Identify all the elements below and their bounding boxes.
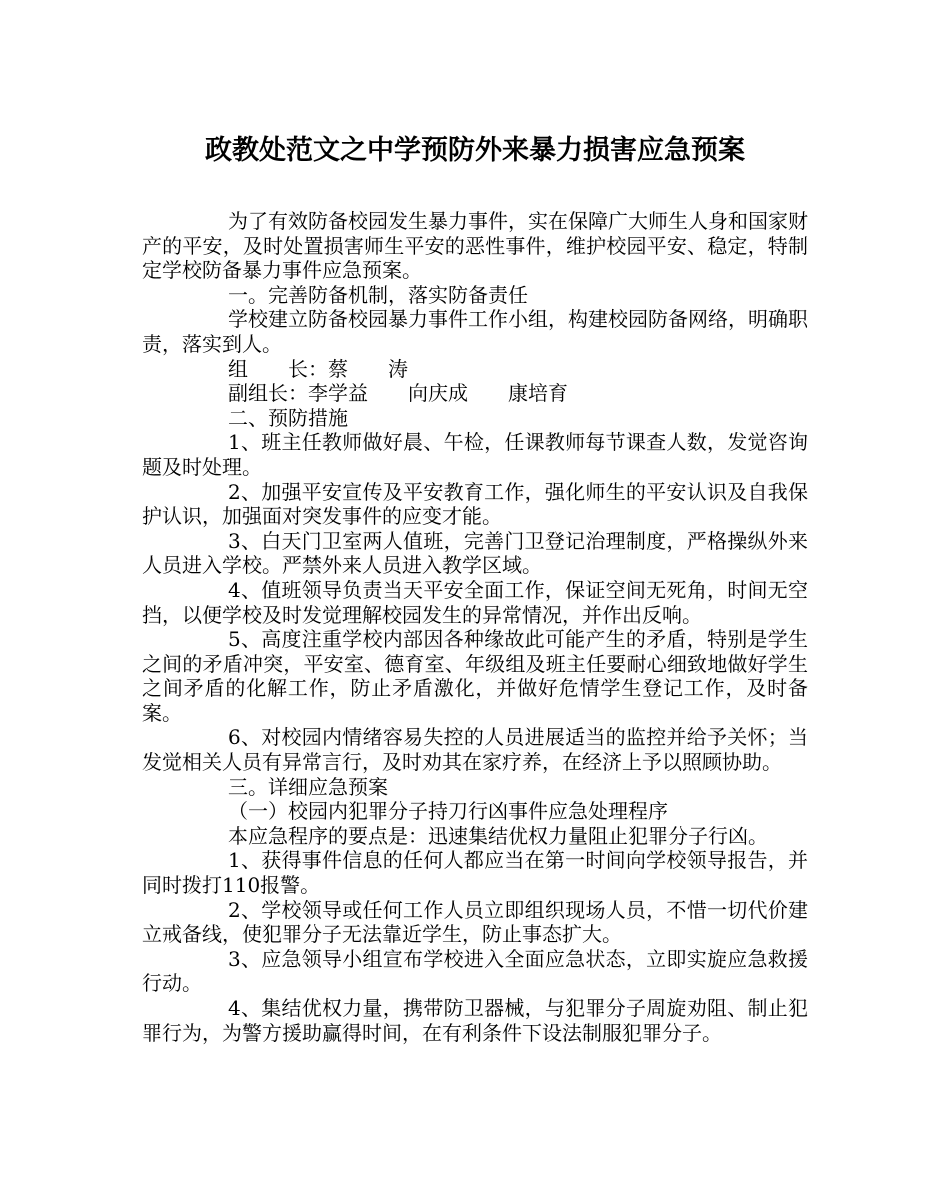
procedure-step-1: 1、获得事件信息的任何人都应当在第一时间向学校领导报告，并同时拨打110报警。 [142, 848, 808, 898]
paragraph-intro: 为了有效防备校园发生暴力事件，实在保障广大师生人身和国家财产的平安，及时处置损害师生平安的恶性事件，维护校园平安、稳定，特制定学校防备暴力事件应急预案。 [142, 209, 808, 283]
subsection-heading-1: （一）校园内犯罪分子持刀行凶事件应急处理程序 [228, 799, 668, 824]
measure-item-4: 4、值班领导负责当天平安全面工作，保证空间无死角，时间无空挡，以便学校及时发觉理解校园发生的异常情况，并作出反响。 [142, 577, 808, 627]
measure-item-2: 2、加强平安宣传及平安教育工作，强化师生的平安认识及自我保护认识，加强面对突发事件的应变才能。 [142, 479, 808, 529]
document-title: 政教处范文之中学预防外来暴力损害应急预案 [205, 135, 745, 166]
deputy-leader-line: 副组长：李学益 向庆成 康培育 [228, 381, 568, 406]
section-heading-3: 三。详细应急预案 [228, 774, 388, 799]
procedure-key-point: 本应急程序的要点是：迅速集结优权力量阻止犯罪分子行凶。 [228, 823, 768, 848]
section-heading-2: 二、预防措施 [228, 405, 348, 430]
procedure-step-4: 4、集结优权力量，携带防卫器械，与犯罪分子周旋劝阻、制止犯罪行为，为警方援助赢得时间，在有利条件下设法制服犯罪分子。 [142, 996, 808, 1045]
measure-item-1: 1、班主任教师做好晨、午检，任课教师每节课查人数，发觉咨询题及时处理。 [142, 430, 808, 479]
measure-item-6: 6、对校园内情绪容易失控的人员进展适当的监控并给予关怀；当发觉相关人员有异常言行，及时劝其在家疗养，在经济上予以照顾协助。 [142, 725, 808, 775]
group-leader-line: 组 长：蔡 涛 [228, 356, 408, 381]
paragraph-group: 学校建立防备校园暴力事件工作小组，构建校园防备网络，明确职责，落实到人。 [142, 307, 808, 356]
document-body [142, 209, 808, 1045]
measure-item-5: 5、高度注重学校内部因各种缘故此可能产生的矛盾，特别是学生之间的矛盾冲突，平安室、德育室、年级组及班主任要耐心细致地做好学生之间矛盾的化解工作，防止矛盾激化，并做好危情学生登记工作，及时备案。 [142, 627, 808, 725]
section-heading-1: 一。完善防备机制，落实防备责任 [228, 282, 528, 307]
measure-item-3: 3、白天门卫室两人值班，完善门卫登记治理制度，严格操纵外来人员进入学校。严禁外来人员进入教学区域。 [142, 528, 808, 578]
procedure-step-3: 3、应急领导小组宣布学校进入全面应急状态，立即实旋应急救援行动。 [142, 946, 808, 996]
procedure-step-2: 2、学校领导或任何工作人员立即组织现场人员，不惜一切代价建立戒备线，使犯罪分子无法靠近学生，防止事态扩大。 [142, 897, 808, 947]
